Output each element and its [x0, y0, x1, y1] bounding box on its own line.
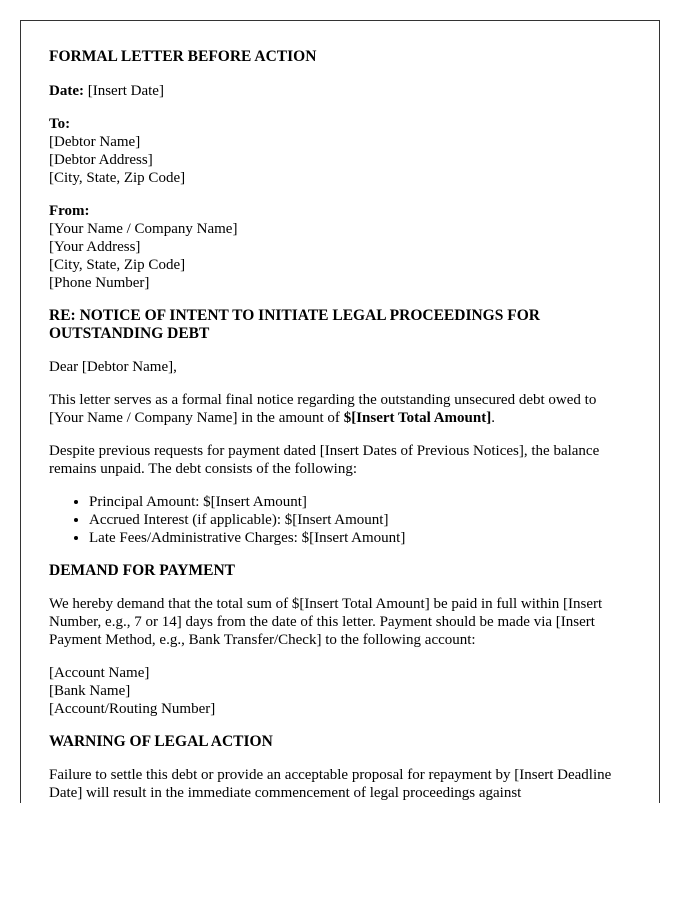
from-label: From: [49, 203, 90, 219]
salutation: Dear [Debtor Name], [49, 359, 177, 375]
debt-items-list [49, 493, 631, 547]
intro-end: . [491, 410, 495, 426]
date-value: [Insert Date] [83, 83, 164, 99]
re-heading: RE: NOTICE OF INTENT TO INITIATE LEGAL PROCEEDINGS FOR OUTSTANDING DEBT [49, 307, 540, 342]
intro-paragraph [49, 391, 631, 427]
from-line: [Your Name / Company Name] [49, 221, 238, 237]
total-amount: $[Insert Total Amount] [343, 410, 492, 426]
demand-paragraph: We hereby demand that the total sum of $[Insert Total Amount] be paid in full within [Insert Number, e.g., 7 or 14] days from the date of this letter. Payment should be made via [Insert Payment Method, e.g., Bank Transfer/Check] to the following account: [49, 596, 603, 648]
account-line: [Account Name] [49, 665, 150, 681]
list-item: • Principal Amount: $[Insert Amount] [89, 493, 631, 511]
letter-page [20, 20, 660, 803]
from-line: [Phone Number] [49, 275, 150, 291]
to-block [49, 115, 631, 187]
debt-paragraph: Despite previous requests for payment dated [Insert Dates of Previous Notices], the balance remains unpaid. The debt consists of the following: [49, 443, 600, 477]
from-line: [City, State, Zip Code] [49, 257, 186, 273]
warning-heading: WARNING OF LEGAL ACTION [49, 733, 273, 750]
to-line: [Debtor Name] [49, 134, 141, 150]
to-label: To: [49, 116, 71, 132]
date-line [49, 82, 631, 100]
date-label: Date: [49, 83, 84, 99]
intro-text: This letter serves as a formal final notice regarding the outstanding unsecured debt owed to [Your Name / Company Name] in the amount of [49, 392, 597, 426]
from-block [49, 202, 631, 292]
to-line: [City, State, Zip Code] [49, 170, 186, 186]
demand-heading: DEMAND FOR PAYMENT [49, 562, 235, 579]
warning-paragraph: Failure to settle this debt or provide an acceptable proposal for repayment by [Insert Deadline Date] will result in the immediate commencement of legal proceedings against [49, 767, 612, 801]
account-block [49, 664, 631, 718]
account-line: [Bank Name] [49, 683, 131, 699]
list-item: • Accrued Interest (if applicable): $[Insert Amount] [89, 511, 631, 529]
from-line: [Your Address] [49, 239, 141, 255]
letter-title: FORMAL LETTER BEFORE ACTION [49, 48, 317, 65]
to-line: [Debtor Address] [49, 152, 153, 168]
account-line: [Account/Routing Number] [49, 701, 216, 717]
list-item: • Late Fees/Administrative Charges: $[Insert Amount] [89, 529, 631, 547]
